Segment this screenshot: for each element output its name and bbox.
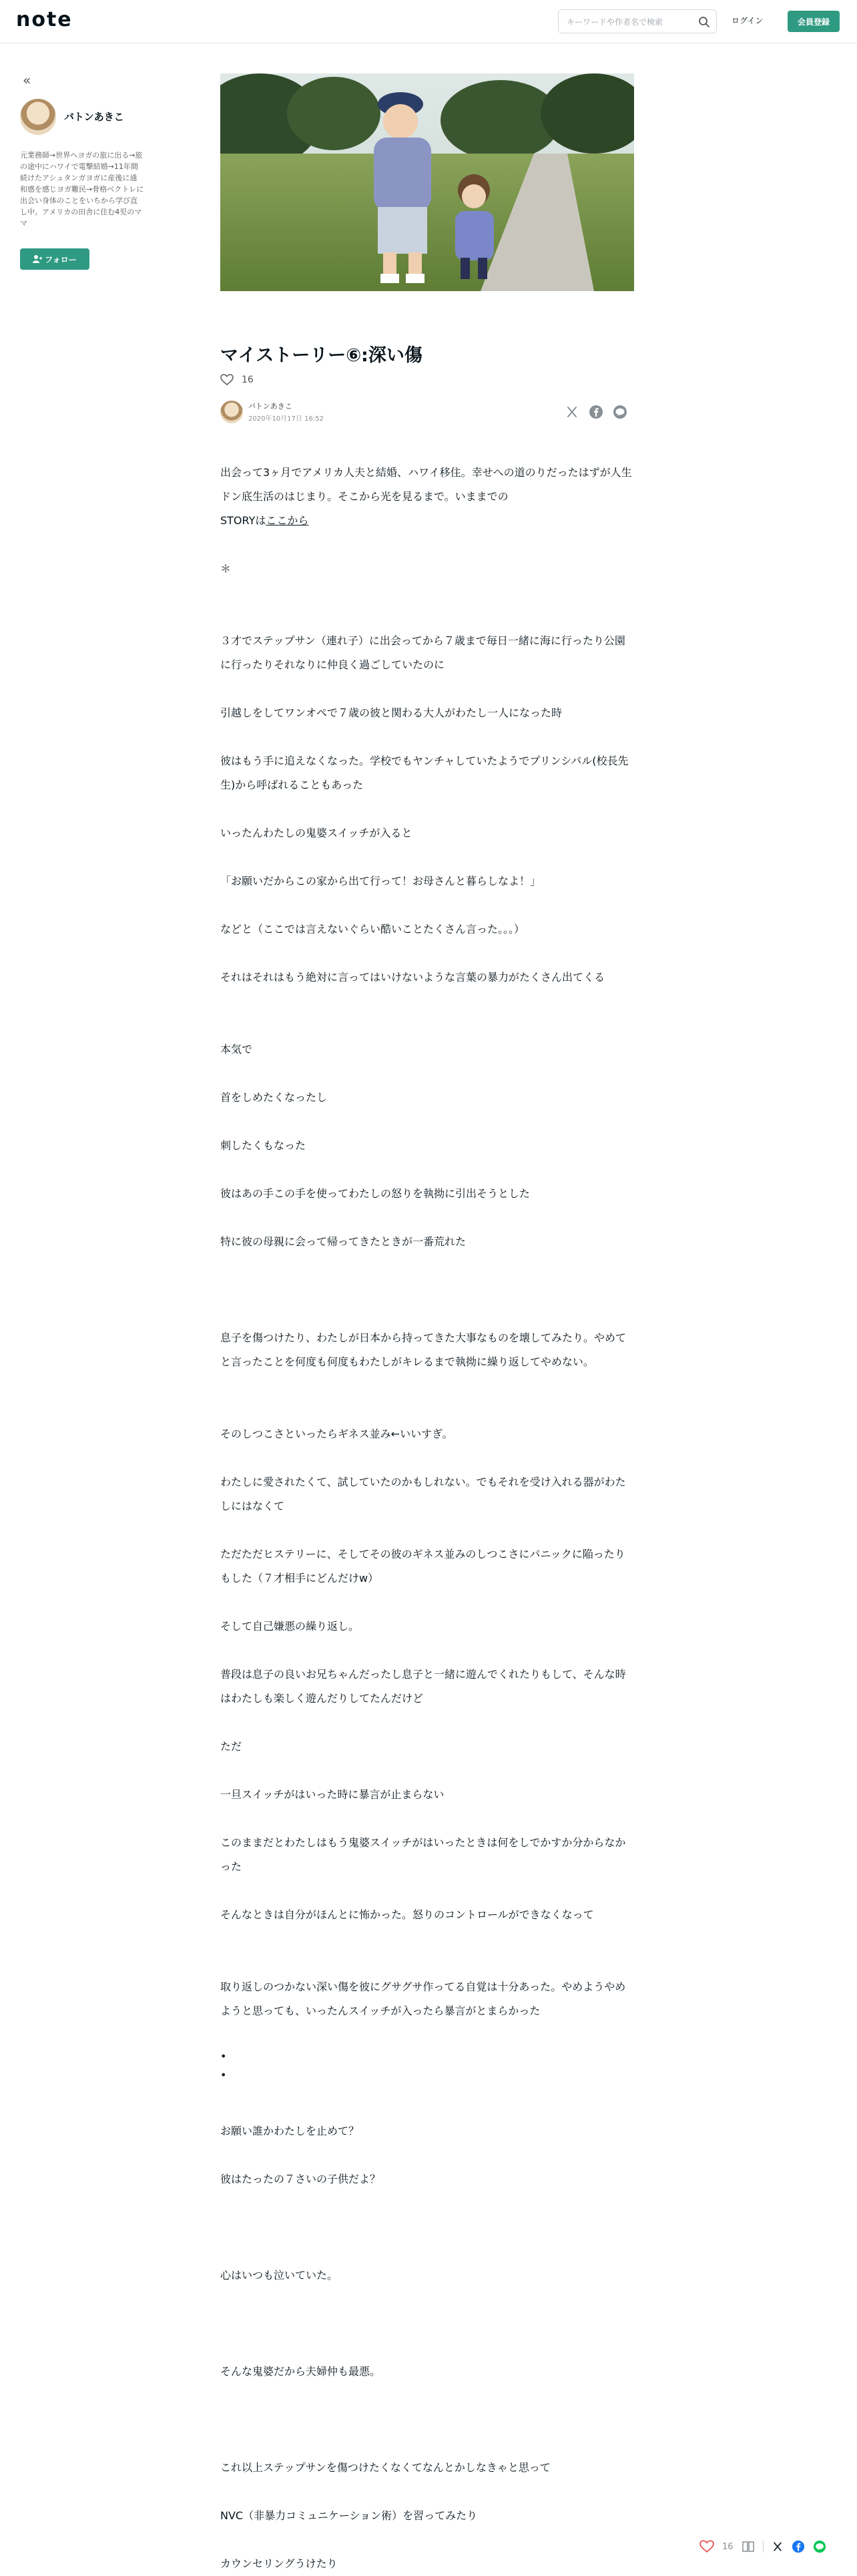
divider <box>763 2541 764 2553</box>
heart-icon[interactable] <box>699 2540 714 2553</box>
paragraph: 普段は息子の良いお兄ちゃんだったし息子と一緒に遊んでくれたりもして、そんな時はわたしも楽しく遊んだりしてたんだけど <box>220 1668 626 1705</box>
bullet: • <box>220 2050 227 2063</box>
paragraph: ただただヒステリーに、そしてその彼のギネス並みのしつこさにパニックに陥ったりもした（７才相手にどんだけw） <box>220 1548 625 1584</box>
paragraph: そして自己嫌悪の繰り返し。 <box>220 1620 360 1633</box>
paragraph: お願い誰かわたしを止めて？ <box>220 2125 360 2137</box>
chevron-double-left-icon[interactable]: « <box>23 72 31 88</box>
x-share-icon[interactable] <box>565 405 579 419</box>
paragraph: 特に彼の母親に会って帰ってきたときが一番荒れた <box>220 1235 467 1248</box>
paragraph: 心はいつも泣いていた。 <box>220 2269 338 2282</box>
paragraph: などと（ここでは言えないぐらい酷いことたくさん言った。。。） <box>220 923 525 935</box>
paragraph: 「お願いだからこの家から出て行って！お母さんと暮らしなよ！」 <box>220 875 541 887</box>
story-link[interactable]: ここから <box>266 514 309 527</box>
paragraph: そんなときは自分がほんとに怖かった。怒りのコントロールができなくなって <box>220 1908 594 1921</box>
follow-button[interactable] <box>20 248 89 270</box>
paragraph: そのしつこさといったらギネス並み←いいすぎ。 <box>220 1428 453 1440</box>
paragraph: これ以上ステップサンを傷つけたくなくてなんとかしなきゃと思って <box>220 2461 551 2474</box>
byline-date: 2020年10月17日 16:52 <box>248 415 324 423</box>
article-title: マイストーリー⑥:深い傷 <box>220 345 422 366</box>
paragraph-intro: 出会って3ヶ月でアメリカ人夫と結婚、ハワイ移住。幸せへの道のりだったはずが人生ドン底生活のはじまり。そこから光を見るまで。いままでの STORYはここから <box>220 466 632 527</box>
paragraph: 引越しをしてワンオペで７歳の彼と関わる大人がわたし一人になった時 <box>220 706 563 719</box>
paragraph: ＊ <box>220 562 232 575</box>
author-name[interactable]: バトンあきこ <box>64 111 124 123</box>
byline-avatar[interactable] <box>220 401 243 423</box>
paragraph: このままだとわたしはもう鬼婆スイッチがはいったときは何をしでかすか分からなかった <box>220 1836 626 1873</box>
paragraph: 取り返しのつかない深い傷を彼にグサグサ作ってる自覚は十分あった。やめようやめようと思っても、いったんスイッチが入ったら暴言がとまらかった <box>220 1980 626 2017</box>
search-input[interactable] <box>565 15 695 29</box>
magazine-add-icon[interactable] <box>742 2540 755 2553</box>
like-count[interactable]: 16 <box>242 375 254 385</box>
author-bio: 元業務師→世界ヘヨガの旅に出る→旅の途中にハワイで電撃結婚→11年間続けたアシュタンガヨガに産後に通和感を感じヨガ難民→骨格ベクトレに出会い身体のことをいちから学び直し中。アメリカの田舎に住む4児のママ <box>20 151 144 228</box>
search-box[interactable] <box>558 9 717 33</box>
login-link[interactable]: ログイン <box>732 16 764 25</box>
paragraph: 首をしめたくなったし <box>220 1091 328 1104</box>
line-share-icon[interactable] <box>613 405 627 419</box>
bullet: • <box>220 2069 227 2081</box>
paragraph: 一旦スイッチがはいった時に暴言が止まらない <box>220 1788 445 1801</box>
line-share-icon[interactable] <box>813 2540 826 2553</box>
paragraph: ただ <box>220 1740 242 1753</box>
paragraph: それはそれはもう絶対に言ってはいけないような言葉の暴力がたくさん出てくる <box>220 971 605 984</box>
paragraph: 彼はもう手に追えなくなった。学校でもヤンチャしていたようでプリンシパル(校長先生)から呼ばれることもあった <box>220 755 629 791</box>
paragraph: わたしに愛されたくて、試していたのかもしれない。でもそれを受け入れる器がわたしにはなくて <box>220 1476 626 1512</box>
paragraph: いったんわたしの鬼婆スイッチが入ると <box>220 827 412 839</box>
paragraph: NVC（非暴力コミュニケーション術）を習ってみたり <box>220 2509 478 2522</box>
paragraph: そんな鬼婆だから夫婦仲も最悪。 <box>220 2365 381 2378</box>
note-logo[interactable]: note <box>16 8 73 31</box>
global-header <box>0 0 857 43</box>
byline-name[interactable]: バトンあきこ <box>248 402 292 411</box>
paragraph: カウンセリングうけたり <box>220 2557 338 2570</box>
facebook-share-icon[interactable] <box>589 405 603 419</box>
follow-label: フォロー <box>45 254 77 264</box>
like-row <box>220 374 254 386</box>
x-share-icon[interactable] <box>772 2541 784 2553</box>
author-avatar[interactable] <box>20 99 56 135</box>
search-icon[interactable] <box>697 15 711 29</box>
heart-icon[interactable] <box>220 374 234 386</box>
paragraph: 息子を傷つけたり、わたしが日本から持ってきた大事なものを壊してみたり。やめてと言ったことを何度も何度もわたしがキレるまで執拗に繰り返してやめない。 <box>220 1331 627 1368</box>
paragraph: 彼はあの手この手を使ってわたしの怒りを執拗に引出そうとした <box>220 1187 531 1200</box>
toolbar-like-count[interactable]: 16 <box>722 2541 734 2552</box>
paragraph: 刺したくもなった <box>220 1139 306 1152</box>
paragraph: 本気で <box>220 1043 253 1056</box>
add-user-icon <box>33 254 42 264</box>
hero-image <box>220 73 634 291</box>
article-action-bar <box>699 2533 846 2560</box>
signup-button[interactable]: 会員登録 <box>788 11 840 32</box>
paragraph: 彼はたったの７さいの子供だよ？ <box>220 2173 381 2185</box>
facebook-share-icon[interactable] <box>792 2540 805 2553</box>
paragraph: ３才でステップサン（連れ子）に出会ってから７歳まで毎日一緒に海に行ったり公園に行ったりそれなりに仲良く過ごしていたのに <box>220 634 625 671</box>
